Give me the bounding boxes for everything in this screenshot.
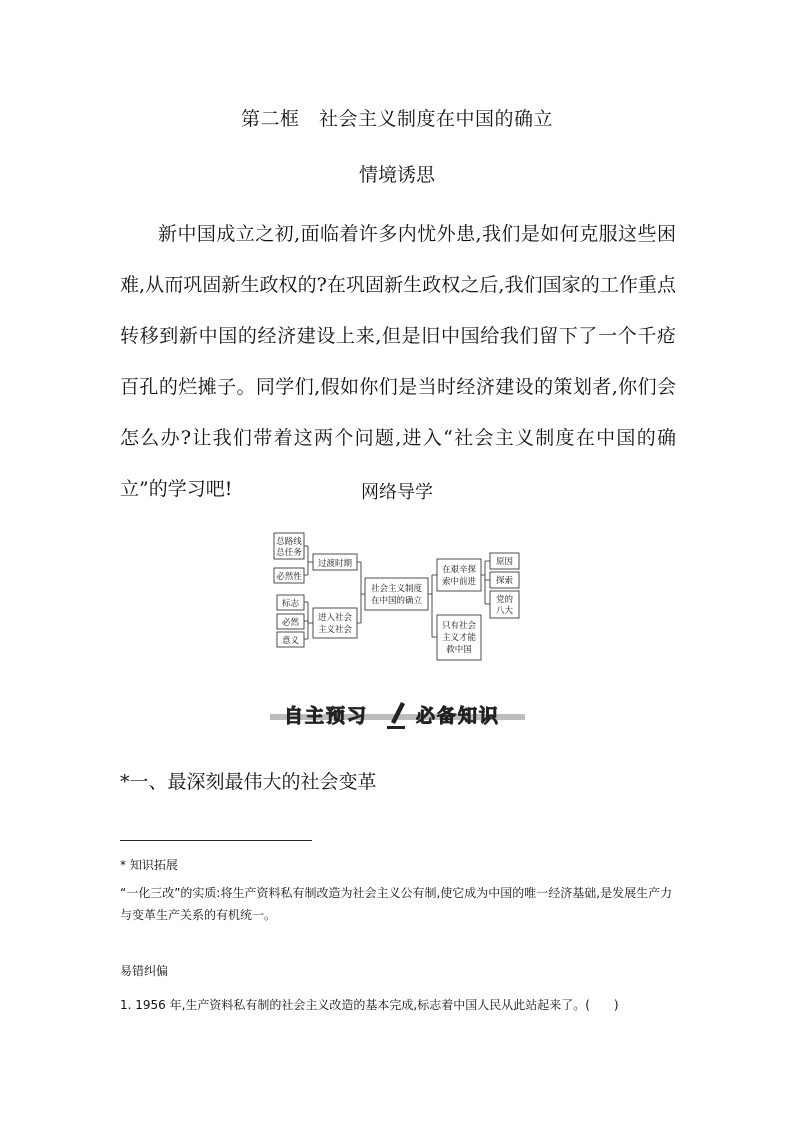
map-text-guodu: 过渡时期 [317,559,353,569]
map-text-zhiyou-3: 救中国 [446,645,472,655]
map-text-dangba-2: 八大 [495,606,514,616]
network-heading: 网络导学 [361,482,433,503]
map-text-center-1: 社会主义制度 [370,584,423,594]
map-text-center-2: 在中国的确立 [370,596,423,606]
map-text-zhiyou-2: 主义才能 [441,633,477,643]
map-text-zhiyou-1: 只有社会 [441,621,477,631]
map-text-dangba-1: 党的 [495,595,514,605]
footnote-heading: * 知识拓展 [120,858,178,872]
map-text-biaozhi: 标志 [281,599,300,609]
concept-map [272,528,524,663]
scenario-heading: 情境诱思 [358,164,435,186]
map-text-jinru-2: 主义社会 [317,625,353,635]
map-text-yuanyin: 原因 [495,557,514,567]
page-title: 第二框 社会主义制度在中国的确立 [240,108,553,130]
map-text-biranxing: 必然性 [276,572,302,582]
scenario-paragraph: 新中国成立之初,面临着许多内忧外患,我们是如何克服这些困难,从而巩固新生政权的?在巩固新生政权之后,我们国家的工作重点转移到新中国的经济建设上来,但是旧中国给我们留下了一个千疮百孔的烂摊子。同学们,假如你们是当时经济建设的策划者,你们会怎么办?让我们带着这两个问题,进入“社会主义制度在中国的确立”的学习吧! [120,223,676,500]
map-text-zongrenwu: 总任务 [276,548,302,558]
map-text-jinru-1: 进入社会 [317,613,353,623]
footnote-body: “一化三改”的实质:将生产资料私有制改造为社会主义公有制,使它成为中国的唯一经济基础,是发展生产力与变革生产关系的有机统一。 [120,886,673,922]
map-text-jianxin-2: 索中前进 [441,577,477,587]
question-1: 1. 1956 年,生产资料私有制的社会主义改造的基本完成,标志着中国人民从此站起来了。( ) [120,998,619,1012]
preview-banner [270,696,525,736]
errors-heading: 易错纠偏 [120,964,169,978]
map-text-yiyi: 意义 [281,636,300,646]
map-text-tansuo: 探索 [495,576,514,586]
map-text-jianxin-1: 在艰辛探 [441,565,477,575]
banner-right-text: 必备知识 [416,705,501,727]
footnote-divider [120,840,312,841]
map-text-zonglu: 总路线 [276,537,302,547]
section-one-heading: *一、最深刻最伟大的社会变革 [120,771,377,793]
banner-left-text: 自主预习 [284,705,369,727]
map-text-biran: 必然 [281,618,300,628]
